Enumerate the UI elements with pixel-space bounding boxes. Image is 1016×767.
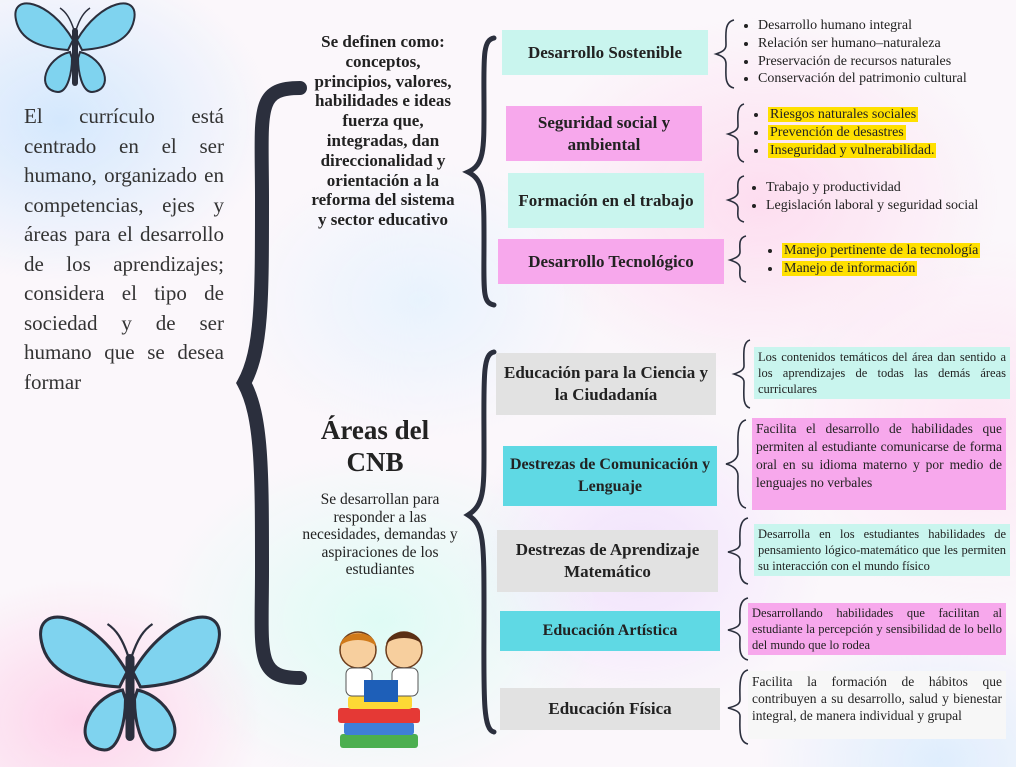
list-formacion-trabajo	[748, 179, 1016, 215]
list-item-text: Inseguridad y vulnerabilidad.	[770, 142, 935, 158]
list-item: • Trabajo y productividad	[766, 179, 1016, 197]
eje-desarrollo-tecnologico	[498, 239, 724, 284]
area-educacion-artistica	[500, 611, 720, 651]
areas-title: Áreas del CNB	[320, 415, 430, 477]
list-seguridad-social	[750, 106, 998, 159]
eje-desarrollo-sostenible	[502, 30, 708, 75]
brace-tecnologico	[730, 236, 746, 282]
list-item: • Desarrollo humano integral	[758, 17, 1016, 35]
list-item: • Preservación de recursos naturales	[758, 53, 1016, 71]
note-comunicacion-lenguaje: Facilita el desarrollo de habilidades que permiten al estudiante comunicarse de forma oral en su idioma materno y por medio de lenguajes no verbales	[752, 418, 1006, 510]
brace-sostenible	[716, 20, 734, 88]
brace-artistica	[728, 598, 748, 660]
list-desarrollo-sostenible	[740, 17, 1016, 88]
area-label: Educación Física	[548, 699, 672, 718]
brace-fisica	[728, 670, 748, 744]
ejes-brace	[468, 38, 494, 305]
butterfly-icon	[10, 0, 140, 100]
butterfly-icon	[30, 612, 230, 762]
list-item: • Legislación laboral y seguridad social	[766, 197, 1016, 215]
brace-trabajo	[728, 176, 744, 222]
area-label: Destrezas de Aprendizaje Matemático	[515, 540, 700, 581]
list-item-text: Manejo de información	[784, 260, 916, 276]
note-aprendizaje-matematico: Desarrolla en los estudiantes habilidades de pensamiento lógico-matemático que les permiten su interacción con el mundo físico	[754, 524, 1010, 576]
note-educacion-fisica: Facilita la formación de hábitos que contribuyen a su desarrollo, salud y bienestar integral, de manera individual y grupal	[748, 671, 1006, 739]
list-item	[768, 142, 998, 160]
main-brace	[244, 88, 300, 678]
area-label: Educación para la Ciencia y la Ciudadanía	[503, 363, 708, 404]
list-item	[768, 106, 998, 124]
eje-formacion-trabajo	[508, 173, 704, 228]
list-item	[768, 124, 998, 142]
definition-text: Se definen como: conceptos, principios, valores, habilidades e ideas fuerza que, integradas, dan direccionalidad y orientación a la reforma del sistema y sector educativo	[311, 32, 455, 230]
list-item-text: Riesgos naturales sociales	[770, 107, 917, 122]
area-ciencia-ciudadania	[496, 353, 716, 415]
list-item-text: Prevención de desastres	[770, 124, 904, 140]
brace-seguridad	[728, 104, 744, 162]
list-desarrollo-tecnologico	[764, 242, 1016, 278]
brace-ciencia	[734, 340, 750, 408]
list-item	[782, 260, 1016, 278]
area-aprendizaje-matematico	[497, 530, 718, 592]
area-educacion-fisica	[500, 688, 720, 730]
areas-description: Se desarrollan para responder a las necesidades, demandas y aspiraciones de los estudiantes	[302, 491, 458, 578]
eje-label: Formación en el trabajo	[518, 190, 694, 210]
children-reading-icon	[318, 622, 442, 762]
eje-seguridad-social	[506, 106, 702, 161]
note-ciencia-ciudadania: Los contenidos temáticos del área dan sentido a los aprendizajes de todas las demás áreas curriculares	[754, 347, 1010, 399]
area-label: Educación Artística	[542, 622, 678, 639]
area-label: Destrezas de Comunicación y Lenguaje	[509, 456, 711, 495]
eje-label: Seguridad social y ambiental	[537, 112, 671, 154]
eje-label: Desarrollo Sostenible	[527, 42, 683, 62]
list-item: • Conservación del patrimonio cultural	[758, 70, 1016, 88]
eje-label: Desarrollo Tecnológico	[528, 251, 694, 271]
brace-comunicacion	[726, 420, 746, 508]
list-item	[782, 242, 1016, 260]
note-educacion-artistica: Desarrollando habilidades que facilitan al estudiante la percepción y sensibilidad de lo bello del mundo que lo rodea	[748, 603, 1006, 655]
area-comunicacion-lenguaje	[503, 446, 717, 506]
areas-brace	[468, 352, 494, 732]
list-item: • Relación ser humano–naturaleza	[758, 35, 1016, 53]
intro-text: El currículo está centrado en el ser humano, organizado en competencias, ejes y áreas para el desarrollo de los aprendizajes; considera el tipo de sociedad y de ser humano que se desea formar	[24, 104, 224, 394]
brace-matematico	[728, 518, 748, 584]
list-item-text: Manejo pertinente de la tecnología	[784, 243, 979, 258]
